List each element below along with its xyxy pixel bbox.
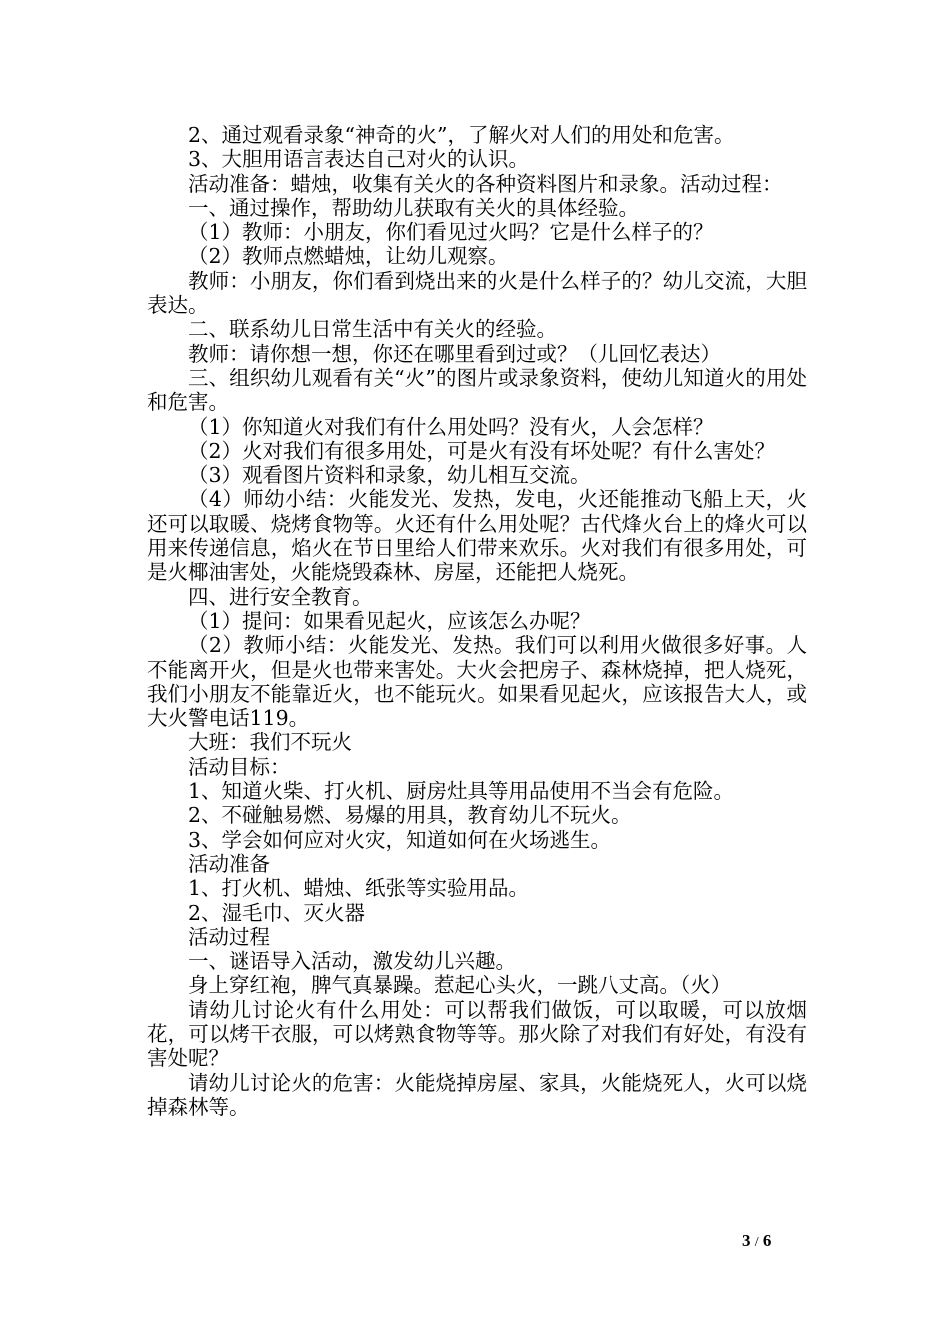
paragraph: （1）你知道火对我们有什么用处吗？没有火，人会怎样？ — [188, 414, 714, 439]
paragraph: （3）观看图片资料和录象，幼儿相互交流。 — [188, 463, 591, 488]
paragraph: 2、湿毛巾、灭火器 — [188, 900, 366, 925]
paragraph: （1）提问：如果看见起火，应该怎么办呢？ — [188, 608, 591, 633]
paragraph: 教师：小朋友，你们看到烧出来的火是什么样子的？幼儿交流，大胆表达。 — [147, 268, 807, 318]
paragraph: 四、进行安全教育。 — [188, 584, 373, 609]
paragraph: （4）师幼小结：火能发光、发热，发电，火还能推动飞船上天，火还可以取暖、烧烤食物等。火还有什么用处呢？古代烽火台上的烽火可以用来传递信息，焰火在节日里给人们带来欢乐。火对我们有很多用处，可是火椰油害处，火能烧毁森林、房屋，还能把人烧死。 — [147, 487, 807, 585]
paragraph: 三、组织幼儿观看有关“火”的图片或录象资料，使幼儿知道火的用处和危害。 — [147, 365, 807, 415]
document-body — [147, 123, 807, 1119]
paragraph: 一、通过操作，帮助幼儿获取有关火的具体经验。 — [188, 195, 639, 220]
paragraph: 2、不碰触易燃、易爆的用具，教育幼儿不玩火。 — [188, 803, 632, 828]
paragraph: 1、打火机、蜡烛、纸张等实验用品。 — [188, 876, 530, 901]
paragraph: 二、联系幼儿日常生活中有关火的经验。 — [188, 317, 557, 342]
paragraph: 教师：请你想一想，你还在哪里看到过或？（儿回忆表达） — [188, 341, 721, 366]
paragraph: （1）教师：小朋友，你们看见过火吗？它是什么样子的？ — [188, 220, 714, 245]
paragraph: 3、学会如何应对火灾，知道如何在火场逃生。 — [188, 827, 612, 852]
paragraph: 请幼儿讨论火的危害：火能烧掉房屋、家具，火能烧死人，火可以烧掉森林等。 — [147, 1070, 807, 1119]
paragraph: （2）教师点燃蜡烛，让幼儿观察。 — [188, 244, 509, 269]
section-heading: 大班：我们不玩火 — [188, 730, 352, 755]
paragraph: 1、知道火柴、打火机、厨房灶具等用品使用不当会有危险。 — [188, 779, 735, 804]
paragraph: 活动准备：蜡烛，收集有关火的各种资料图片和录象。活动过程： — [188, 171, 783, 196]
paragraph: 一、谜语导入活动，激发幼儿兴趣。 — [188, 949, 516, 974]
paragraph: 活动目标： — [188, 754, 291, 779]
page-number — [742, 1231, 771, 1251]
page-separator: / — [754, 1235, 759, 1250]
paragraph: 3、大胆用语言表达自己对火的认识。 — [188, 147, 530, 172]
paragraph: 请幼儿讨论火有什么用处：可以帮我们做饭，可以取暖，可以放烟花，可以烤干衣服，可以烤熟食物等等。那火除了对我们有好处，有没有害处呢？ — [147, 997, 807, 1071]
paragraph: （2）火对我们有很多用处，可是火有没有坏处呢？有什么害处？ — [188, 438, 776, 463]
paragraph: 2、通过观看录象“神奇的火”，了解火对人们的用处和危害。 — [188, 123, 735, 147]
paragraph: （2）教师小结：火能发光、发热。我们可以利用火做很多好事。人不能离开火，但是火也带来害处。大火会把房子、森林烧掉，把人烧死，我们小朋友不能靠近火，也不能玩火。如果看见起火，应该报告大人，或大火警电话119。 — [147, 633, 807, 731]
paragraph: 活动过程 — [188, 924, 270, 949]
paragraph: 身上穿红袍，脾气真暴躁。惹起心头火，一跳八丈高。（火） — [188, 973, 732, 998]
paragraph: 活动准备 — [188, 851, 270, 876]
total-pages: 6 — [762, 1231, 772, 1250]
current-page: 3 — [742, 1231, 751, 1250]
